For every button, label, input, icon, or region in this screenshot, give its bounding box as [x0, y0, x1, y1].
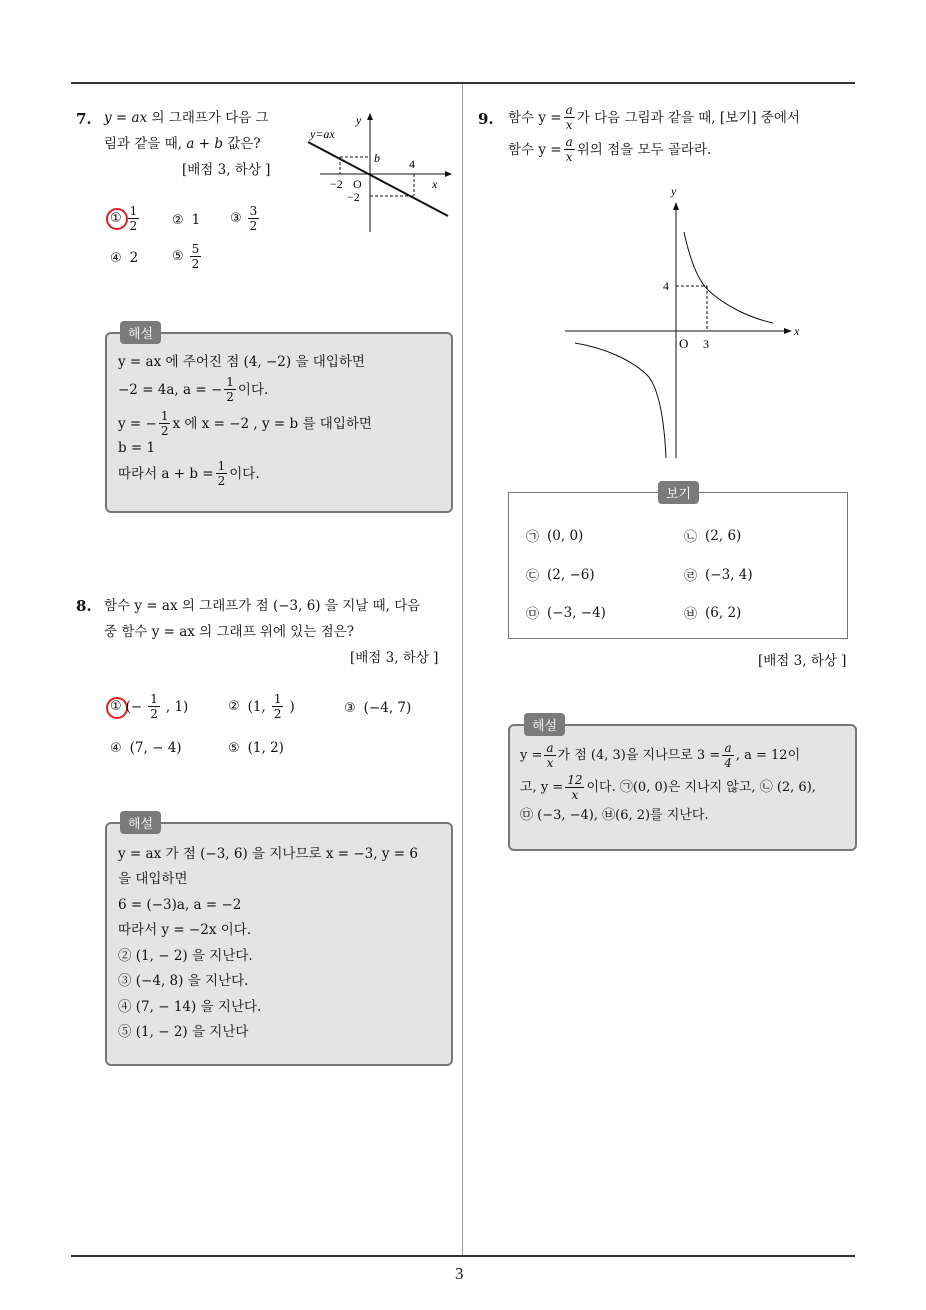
q9-bogi-item [526, 526, 583, 545]
q9-bogi-item [684, 565, 753, 584]
frac-num: 3 [249, 204, 258, 218]
frac-den: 2 [191, 257, 200, 271]
q8-sol-line: 따라서 y = −2x 이다. [118, 922, 252, 938]
q8-sol-line: ⑤ (1, − 2) 을 지난다 [118, 1024, 249, 1040]
q9-curve-q1 [684, 232, 773, 323]
q8-line1: 함수 y = ax 의 그래프가 점 (−3, 6) 을 지날 때, 다음 [104, 598, 421, 614]
q9-graph-y-label: y [671, 184, 677, 198]
frac-num: a [565, 135, 573, 149]
q9-bogi-title: 보기 [658, 481, 699, 504]
q9-solution-tag: 해설 [524, 713, 565, 736]
q7-graph-b-label: b [374, 151, 380, 165]
q7-choice-5[interactable] [172, 243, 203, 270]
sol-text: 이다. [237, 381, 269, 398]
bogi-mark: ㉢ [526, 569, 540, 584]
q7-math: a + b [186, 136, 223, 152]
q7-x-arrow [445, 171, 452, 177]
q7-line1 [104, 108, 269, 128]
q8-line2: 중 함수 y = ax 의 그래프 위에 있는 점은? [104, 624, 354, 640]
q9-x-arrow [784, 328, 792, 334]
choice-number: ① [110, 699, 122, 714]
q8-sol-line: 6 = (−3)a, a = −2 [118, 897, 242, 913]
top-rule [71, 82, 855, 84]
q7-graph-ym2: −2 [347, 190, 360, 204]
q7-choice-4[interactable] [110, 250, 138, 266]
q9-graph-origin: O [679, 336, 689, 351]
frac-num: a [546, 741, 554, 755]
q9-bogi-item [526, 603, 606, 622]
choice-number: ① [110, 211, 122, 226]
q7-sol-line2 [118, 376, 268, 403]
frac-den: 4 [724, 756, 732, 770]
q9-graph-x-label: x [794, 324, 800, 338]
bogi-mark: ㉤ [526, 607, 540, 622]
q7-points: [배점 3, 하상 ] [182, 162, 271, 178]
bogi-text: (2, 6) [705, 527, 742, 544]
q7-graph-x-label: x [432, 177, 438, 191]
choice-number: ④ [110, 740, 122, 756]
q9-text: 가 다음 그림과 같을 때, [보기] 중에서 [576, 109, 800, 126]
q7-sol-line3 [118, 410, 372, 437]
sol-text: −2 = 4a, a = − [118, 381, 223, 398]
frac-num: a [724, 741, 732, 755]
q7-text: 의 그래프가 다음 그 [147, 110, 269, 126]
bogi-text: (6, 2) [705, 604, 742, 621]
q9-number: 9. [478, 110, 494, 128]
bogi-text: (−3, 4) [705, 566, 753, 583]
q7-choice-1[interactable] [110, 205, 141, 232]
sol-text: 따라서 a + b = [118, 465, 214, 482]
q7-number: 7. [76, 110, 92, 128]
frac-den: x [546, 756, 554, 770]
frac-den: 2 [273, 707, 282, 721]
sol-text: 가 점 (4, 3)을 지나므로 3 = [557, 747, 721, 763]
q8-choice-5[interactable] [228, 740, 284, 756]
q9-y-arrow [673, 202, 679, 210]
q7-y-arrow [367, 113, 373, 120]
frac-num: 1 [160, 409, 169, 423]
frac-den: 2 [160, 424, 169, 438]
q7-line2 [104, 134, 261, 154]
q9-graph [560, 180, 810, 465]
frac-num: 1 [150, 692, 158, 706]
q7-choice-2[interactable] [172, 212, 200, 228]
frac-num: 12 [567, 773, 583, 787]
q9-text: 함수 y = [508, 141, 562, 158]
q9-curve-q3 [575, 343, 666, 458]
frac-den: x [565, 118, 573, 132]
choice-number: ⑤ [172, 249, 184, 264]
q8-sol-line: ④ (7, − 14) 을 지난다. [118, 999, 262, 1015]
choice-number: ③ [230, 211, 242, 226]
q9-sol-line1 [520, 742, 800, 769]
sol-text: , a = 12이 [735, 747, 801, 763]
bogi-text: (0, 0) [547, 527, 584, 544]
bogi-text: (2, −6) [547, 566, 595, 583]
choice-number: ③ [344, 700, 356, 716]
q7-sol-line4: b = 1 [118, 440, 156, 456]
q9-line2 [508, 136, 711, 163]
q8-sol-line: ② (1, − 2) 을 지난다. [118, 948, 253, 964]
bottom-rule [71, 1255, 855, 1257]
bogi-mark: ㉣ [684, 569, 698, 584]
q7-choice-3[interactable] [230, 205, 261, 232]
bogi-text: (−3, −4) [547, 604, 606, 621]
frac-num: 1 [273, 692, 282, 706]
choice-text: (1, 2) [247, 740, 284, 756]
sol-text: 이다. [229, 465, 260, 482]
q8-choice-4[interactable] [110, 740, 182, 756]
q9-points: [배점 3, 하상 ] [758, 653, 847, 669]
q9-graph-y4: 4 [663, 279, 669, 293]
q7-solution-tag: 해설 [120, 321, 161, 344]
q9-sol-line2 [520, 774, 816, 801]
frac-den: 2 [226, 390, 234, 404]
choice-number: ④ [110, 250, 122, 266]
q7-sol-line5 [118, 460, 260, 487]
q9-bogi-item [684, 526, 741, 545]
q9-text: 함수 y = [508, 109, 562, 126]
q9-text: 위의 점을 모두 골라라. [576, 141, 712, 158]
sol-text: x 에 x = −2 , y = b 를 대입하면 [172, 415, 372, 432]
frac-num: 1 [217, 459, 226, 473]
choice-text: 1 [191, 212, 201, 228]
q7-graph [300, 110, 455, 235]
q8-choice-2[interactable] [228, 693, 295, 720]
q8-sol-line: 을 대입하면 [118, 871, 188, 887]
frac-num: a [565, 103, 573, 117]
choice-text: (− [125, 698, 143, 715]
frac-num: 1 [129, 204, 138, 218]
column-divider [462, 84, 463, 1256]
q8-number: 8. [76, 597, 92, 615]
q7-sol-line1: y = ax 에 주어진 점 (4, −2) 을 대입하면 [118, 354, 365, 370]
q8-choice-1[interactable] [110, 693, 188, 720]
q7-graph-line-label: y=ax [310, 127, 335, 141]
q7-graph-origin: O [353, 177, 362, 191]
q8-sol-line: ③ (−4, 8) 을 지난다. [118, 973, 249, 989]
frac-num: 5 [191, 242, 200, 256]
frac-num: 1 [226, 375, 234, 389]
q9-line1 [508, 104, 800, 131]
choice-text: ) [289, 698, 295, 715]
sol-text: 이다. ㉠(0, 0)은 지나지 않고, ㉡ (2, 6), [586, 779, 816, 795]
q9-bogi-item [684, 603, 741, 622]
q8-choice-3[interactable] [344, 700, 411, 716]
q7-graph-xm2: −2 [330, 177, 343, 191]
choice-number: ② [172, 212, 184, 228]
sol-text: y = [520, 747, 543, 763]
bogi-mark: ㉠ [526, 530, 540, 545]
bogi-mark: ㉡ [684, 530, 698, 545]
choice-text: , 1) [165, 698, 189, 715]
frac-den: 2 [129, 219, 138, 233]
q8-sol-line: y = ax 가 점 (−3, 6) 을 지나므로 x = −3, y = 6 [118, 846, 418, 862]
frac-den: 2 [249, 219, 258, 233]
frac-den: x [565, 150, 573, 164]
frac-den: 2 [150, 707, 158, 721]
bogi-mark: ㉥ [684, 607, 698, 622]
q9-graph-x3: 3 [703, 337, 709, 351]
q9-bogi-item [526, 565, 595, 584]
choice-text: (1, [247, 698, 266, 715]
q7-text: 값은? [222, 136, 261, 152]
page-number: 3 [455, 1264, 464, 1283]
sol-text: 고, y = [520, 779, 564, 795]
q7-text: 림과 같을 때, [104, 136, 187, 152]
choice-text: (7, − 4) [129, 740, 182, 756]
q7-math: y = ax [104, 110, 148, 126]
q7-graph-y-label: y [356, 113, 362, 127]
choice-number: ⑤ [228, 740, 240, 756]
q8-solution-tag: 해설 [120, 811, 161, 834]
q7-graph-x4: 4 [409, 157, 415, 171]
choice-text: 2 [129, 250, 139, 266]
choice-number: ② [228, 699, 240, 714]
choice-text: (−4, 7) [363, 700, 412, 716]
q8-points: [배점 3, 하상 ] [350, 650, 439, 666]
q9-sol-line3: ㉤ (−3, −4), ㉥(6, 2)를 지난다. [520, 808, 709, 823]
frac-den: x [571, 788, 579, 802]
sol-text: y = − [118, 415, 157, 432]
frac-den: 2 [217, 474, 226, 488]
